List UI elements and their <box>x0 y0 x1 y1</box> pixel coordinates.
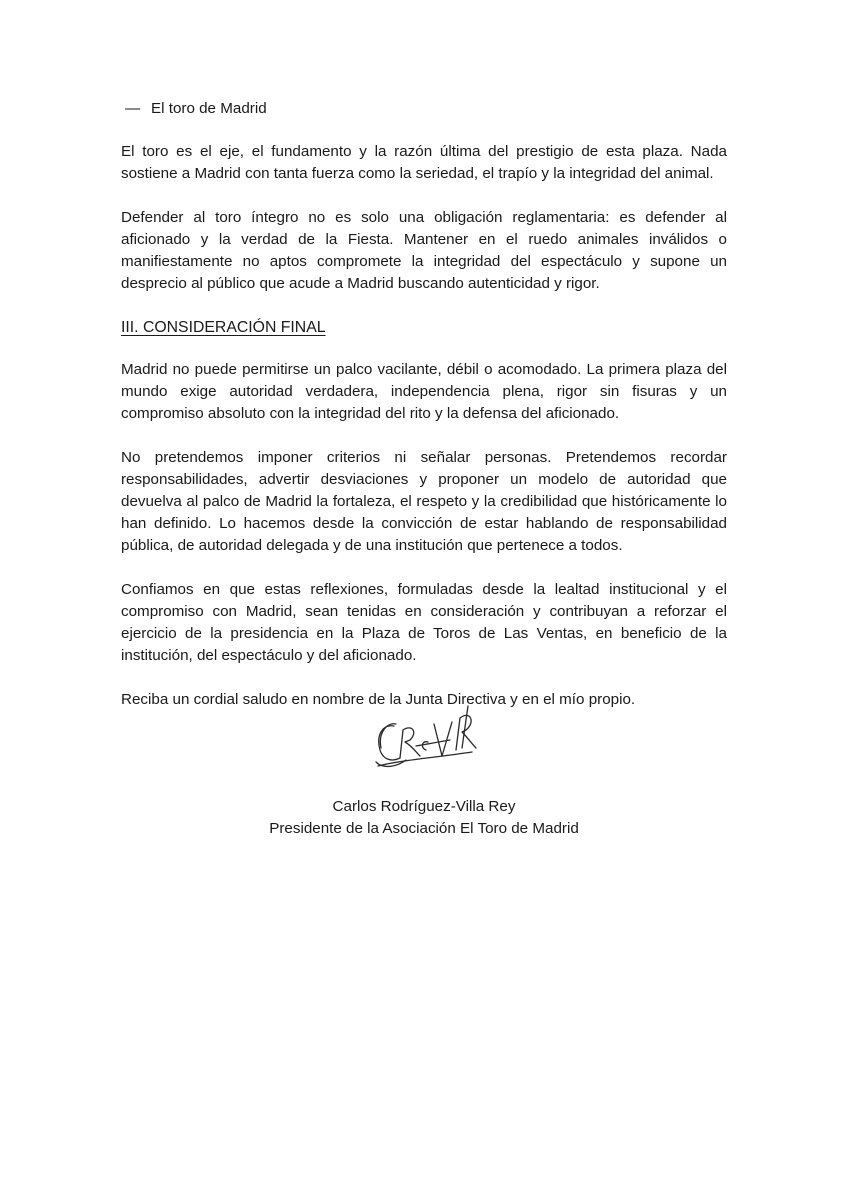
paragraph: No pretendemos imponer criterios ni señalar personas. Pretendemos recordar responsabilidades, advertir desviaciones y proponer un modelo de autoridad que devuelva al palco de Madrid la fortaleza, el respeto y la credibilidad que históricamente lo han definido. Lo hacemos desde la convicción de estar hablando de responsabilidad pública, de autoridad delegada y de una institución que pertenece a todos. <box>121 449 727 554</box>
paragraph: Defender al toro íntegro no es solo una obligación reglamentaria: es defender al aficionado y la verdad de la Fiesta. Mantener en el ruedo animales inválidos o manifiestamente no aptos compromete la integridad del espectáculo y supone un desprecio al público que acude a Madrid buscando autenticidad y rigor. <box>121 209 727 292</box>
paragraph: Confiamos en que estas reflexiones, formuladas desde la lealtad institucional y el compromiso con Madrid, sean tenidas en consideración y contribuyan a reforzar el ejercicio de la presidencia en la Plaza de Toros de Las Ventas, en beneficio de la institución, del espectáculo y del aficionado. <box>121 581 727 664</box>
signatory-name: Carlos Rodríguez-Villa Rey <box>332 798 516 815</box>
signatory-title: Presidente de la Asociación El Toro de Madrid <box>269 820 579 837</box>
letter-body <box>121 98 727 733</box>
signatory-block <box>0 796 848 840</box>
section-heading: III. CONSIDERACIÓN FINAL <box>121 319 326 336</box>
subsection-label: El toro de Madrid <box>151 100 267 117</box>
paragraph: Madrid no puede permitirse un palco vacilante, débil o acomodado. La primera plaza del mundo exige autoridad verdadera, independencia plena, rigor sin fisuras y un compromiso absoluto con la integridad del rito y la defensa del aficionado. <box>121 361 727 422</box>
paragraph: El toro es el eje, el fundamento y la razón última del prestigio de esta plaza. Nada sostiene a Madrid con tanta fuerza como la seriedad, el trapío y la integridad del animal. <box>121 143 727 182</box>
handwritten-signature <box>372 700 482 772</box>
em-dash-bullet: — <box>125 100 141 117</box>
closing-paragraph: Reciba un cordial saludo en nombre de la Junta Directiva y en el mío propio. <box>121 691 636 708</box>
subsection-item <box>121 98 727 120</box>
